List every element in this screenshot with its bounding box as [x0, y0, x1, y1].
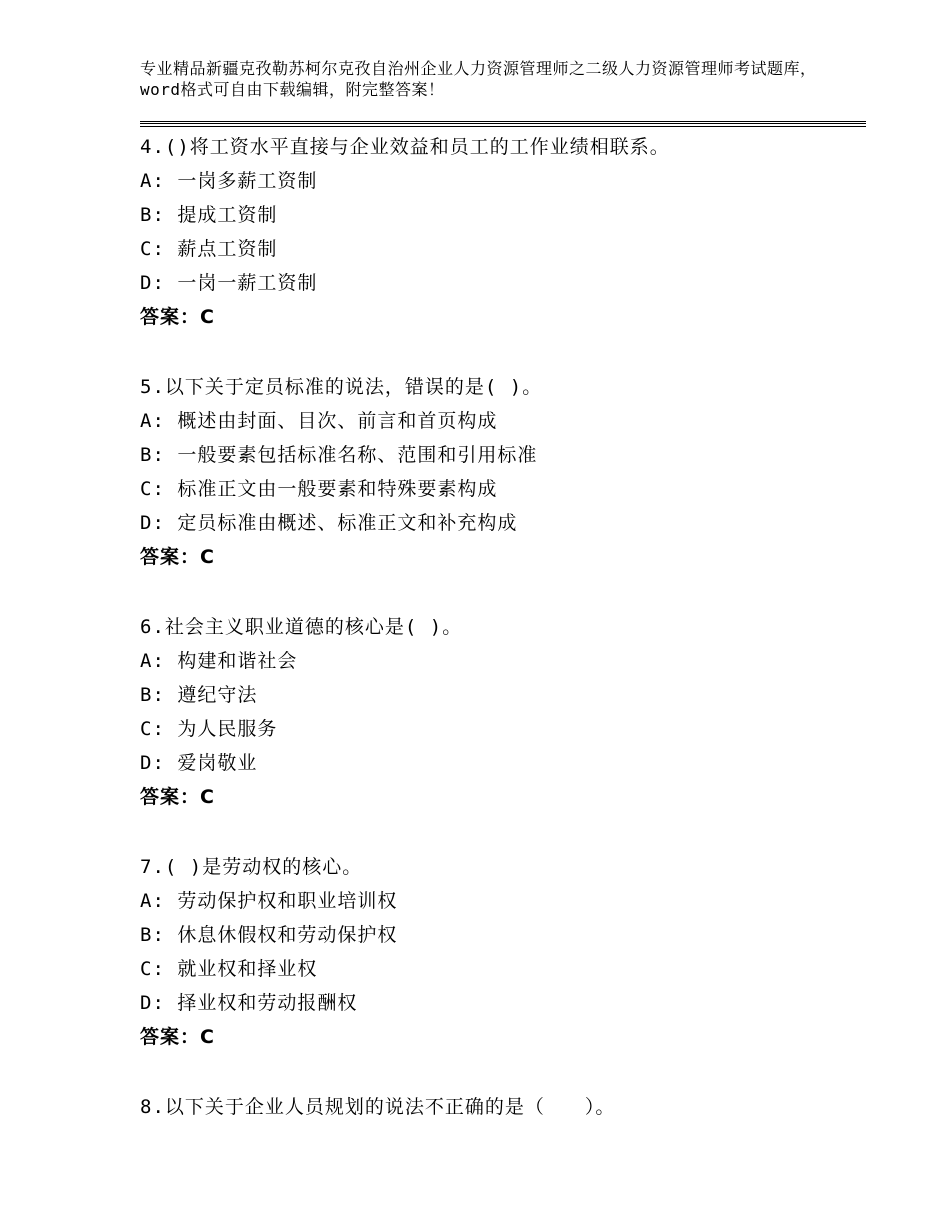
question-list	[140, 130, 866, 1160]
question-stem: 8.以下关于企业人员规划的说法不正确的是（ ）。	[140, 1096, 616, 1118]
document-header: 专业精品新疆克孜勒苏柯尔克孜自治州企业人力资源管理师之二级人力资源管理师考试题库，word格式可自由下载编辑，附完整答案！	[140, 59, 817, 99]
answer-label: 答案：	[140, 546, 201, 568]
option-c: C: 标准正文由一般要素和特殊要素构成	[140, 478, 498, 500]
question-stem: 6.社会主义职业道德的核心是( )。	[140, 616, 463, 638]
header-double-rule	[140, 121, 866, 124]
question-5	[140, 370, 866, 574]
answer-line	[140, 300, 866, 334]
option-c: C: 为人民服务	[140, 718, 278, 740]
option-a: A: 构建和谐社会	[140, 650, 298, 672]
answer-label: 答案：	[140, 1026, 201, 1048]
answer-value: C	[200, 1026, 215, 1048]
option-b: B: 休息休假权和劳动保护权	[140, 924, 398, 946]
question-4	[140, 130, 866, 334]
option-a: A: 概述由封面、目次、前言和首页构成	[140, 410, 498, 432]
answer-line	[140, 540, 866, 574]
option-b: B: 一般要素包括标准名称、范围和引用标准	[140, 444, 538, 466]
option-d: D: 定员标准由概述、标准正文和补充构成	[140, 512, 518, 534]
option-d: D: 一岗一薪工资制	[140, 272, 318, 294]
answer-value: C	[200, 786, 215, 808]
option-b: B: 遵纪守法	[140, 684, 258, 706]
option-a: A: 一岗多薪工资制	[140, 170, 318, 192]
answer-label: 答案：	[140, 786, 201, 808]
answer-value: C	[200, 306, 215, 328]
question-stem: 7.( )是劳动权的核心。	[140, 856, 363, 878]
answer-line	[140, 1020, 866, 1054]
option-c: C: 就业权和择业权	[140, 958, 318, 980]
option-b: B: 提成工资制	[140, 204, 278, 226]
header-thin-rule	[140, 126, 866, 127]
answer-line	[140, 780, 866, 814]
option-d: D: 择业权和劳动报酬权	[140, 992, 358, 1014]
answer-label: 答案：	[140, 306, 201, 328]
question-stem: 4.()将工资水平直接与企业效益和员工的工作业绩相联系。	[140, 136, 670, 158]
question-8	[140, 1090, 866, 1124]
question-7	[140, 850, 866, 1054]
answer-value: C	[200, 546, 215, 568]
option-d: D: 爱岗敬业	[140, 752, 258, 774]
option-a: A: 劳动保护权和职业培训权	[140, 890, 398, 912]
option-c: C: 薪点工资制	[140, 238, 278, 260]
question-6	[140, 610, 866, 814]
question-stem: 5.以下关于定员标准的说法，错误的是( )。	[140, 376, 543, 398]
